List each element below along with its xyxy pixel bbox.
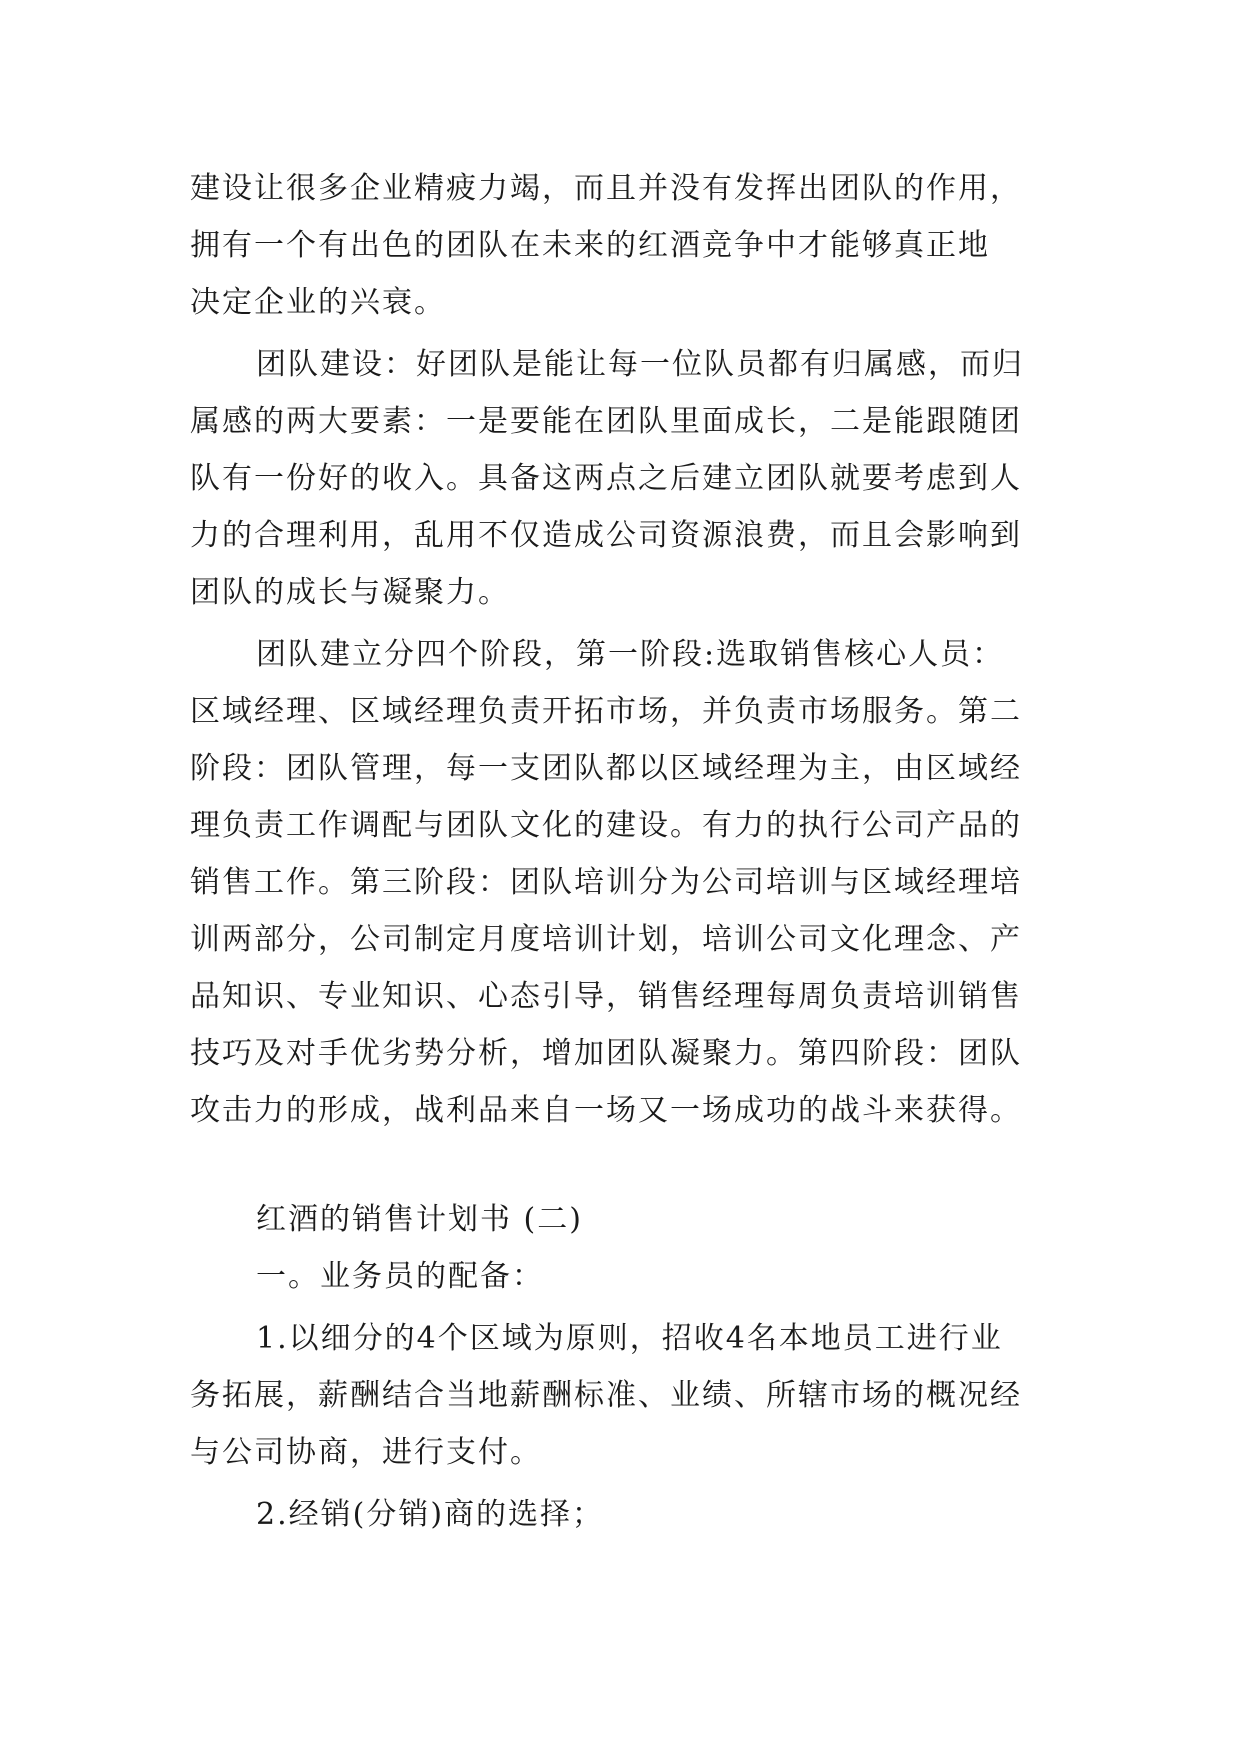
text-line: 决定企业的兴衰。 — [190, 285, 446, 320]
text-line: 建设让很多企业精疲力竭，而且并没有发挥出团队的作用， — [190, 171, 1022, 206]
text-line: 红酒的销售计划书 (二) — [256, 1202, 583, 1237]
text-line: 力的合理利用，乱用不仅造成公司资源浪费，而且会影响到 — [190, 518, 1022, 553]
document-body — [190, 160, 1070, 1543]
text-line: 训两部分，公司制定月度培训计划，培训公司文化理念、产 — [190, 922, 1022, 957]
text-line: 攻击力的形成，战利品来自一场又一场成功的战斗来获得。 — [190, 1093, 1022, 1128]
text-line: 属感的两大要素：一是要能在团队里面成长，二是能跟随团 — [190, 404, 1022, 439]
text-line: 技巧及对手优劣势分析，增加团队凝聚力。第四阶段：团队 — [190, 1036, 1022, 1071]
text-line: 与公司协商，进行支付。 — [190, 1435, 542, 1470]
text-line: 品知识、专业知识、心态引导，销售经理每周负责培训销售 — [190, 979, 1022, 1014]
text-line: 阶段：团队管理，每一支团队都以区域经理为主，由区域经 — [190, 751, 1022, 786]
text-line: 团队建设：好团队是能让每一位队员都有归属感，而归 — [256, 347, 1024, 382]
text-line: 团队的成长与凝聚力。 — [190, 575, 510, 610]
text-line: 1.以细分的4个区域为原则，招收4名本地员工进行业 — [256, 1321, 1003, 1356]
text-line: 团队建立分四个阶段，第一阶段:选取销售核心人员： — [256, 637, 1005, 672]
text-line: 队有一份好的收入。具备这两点之后建立团队就要考虑到人 — [190, 461, 1022, 496]
text-line: 销售工作。第三阶段：团队培训分为公司培训与区域经理培 — [190, 865, 1022, 900]
text-line: 拥有一个有出色的团队在未来的红酒竞争中才能够真正地 — [190, 228, 990, 263]
text-line: 理负责工作调配与团队文化的建设。有力的执行公司产品的 — [190, 808, 1022, 843]
text-line: 务拓展，薪酬结合当地薪酬标准、业绩、所辖市场的概况经 — [190, 1378, 1022, 1413]
text-line: 2.经销(分销)商的选择； — [256, 1497, 605, 1532]
text-line: 一。业务员的配备： — [256, 1259, 544, 1294]
text-line: 区域经理、区域经理负责开拓市场，并负责市场服务。第二 — [190, 694, 1022, 729]
